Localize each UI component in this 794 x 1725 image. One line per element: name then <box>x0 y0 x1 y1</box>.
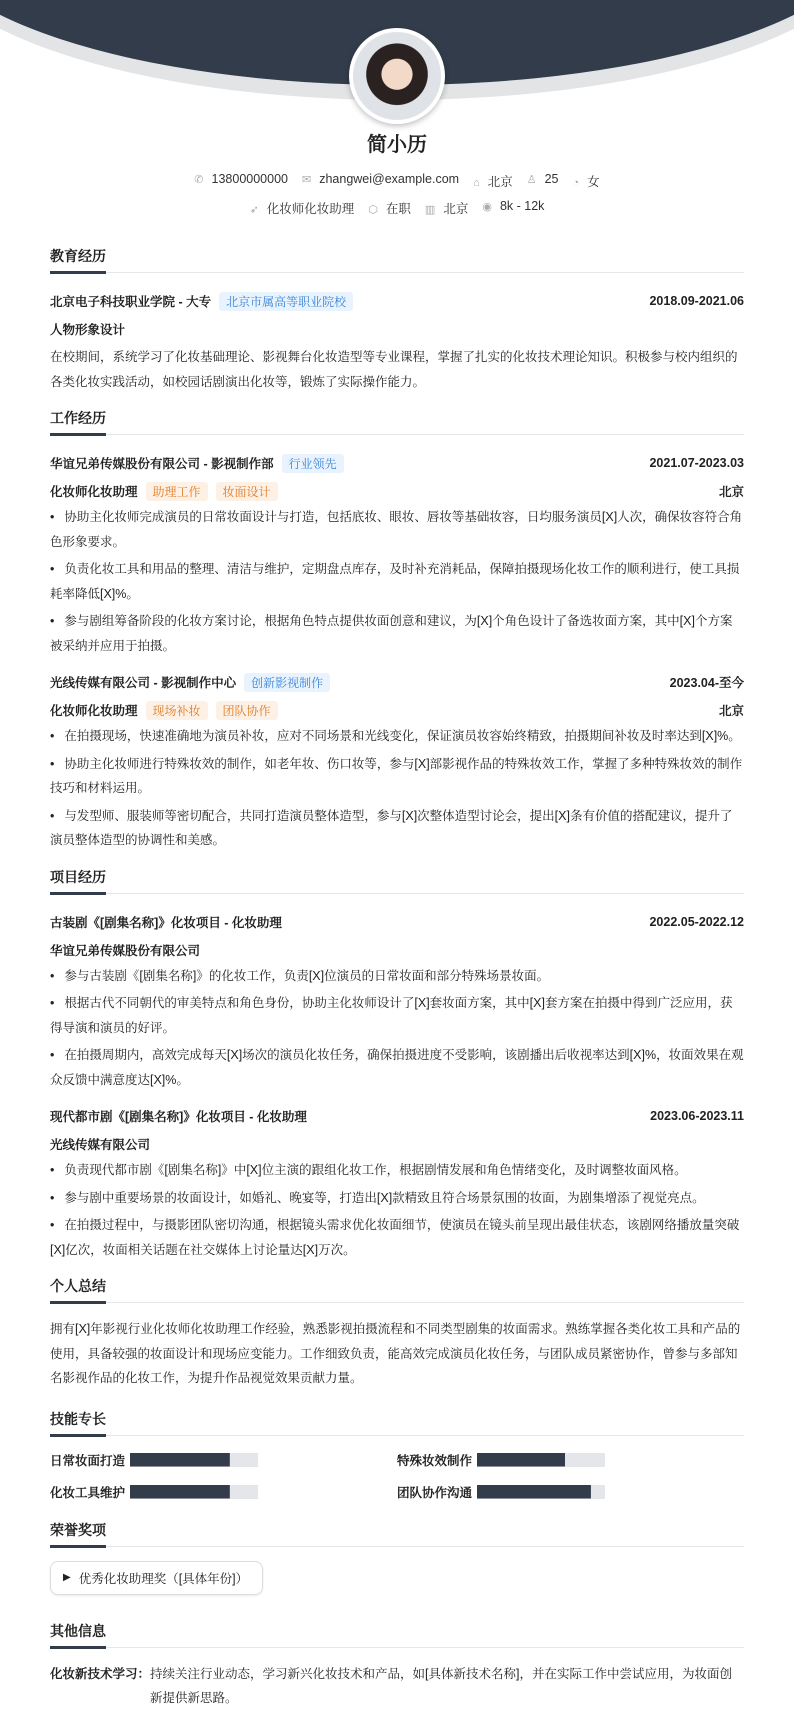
gender-icon: ◔ <box>572 177 580 189</box>
skill-name: 团队协作沟通 <box>397 1485 473 1500</box>
avatar <box>349 28 445 124</box>
city: 北京 <box>718 704 744 718</box>
home-icon: ⌂ <box>473 177 480 189</box>
project-item <box>50 908 744 1093</box>
project-name: 现代都市剧《[剧集名称]》化妆项目 - 化妆助理 <box>50 1110 307 1124</box>
skill-name: 化妆工具维护 <box>50 1485 126 1500</box>
section-title: 技能专长 <box>50 1409 744 1436</box>
bullet-item: • 参与剧中重要场景的妆面设计，如婚礼、晚宴等，打造出[X]款精致且符合场景氛围的妆面，为剧集增添了视觉亮点。 <box>50 1186 744 1211</box>
skill-bar <box>130 1485 258 1499</box>
section-title: 工作经历 <box>50 408 744 435</box>
salary-icon: ◉ <box>482 201 492 213</box>
date: 2022.05-2022.12 <box>649 914 744 929</box>
section-title: 教育经历 <box>50 246 744 273</box>
phone-icon: ✆ <box>194 174 204 186</box>
bullet-item: • 负责化妆工具和用品的整理、清洁与维护，定期盘点库存，及时补充消耗品，保障拍摄现场化妆工作的顺利进行，使工具损耗率降低[X]%。 <box>50 557 744 606</box>
role: 化妆师化妆助理 <box>50 704 138 718</box>
gender: ◔ 女 <box>572 175 600 189</box>
project-row <box>50 908 744 936</box>
award-item[interactable]: ▶ 优秀化妆助理奖（[具体年份]） <box>50 1561 263 1595</box>
mail-icon: ✉ <box>302 174 312 186</box>
work-section <box>50 408 744 853</box>
skill-bar-fill <box>130 1485 230 1499</box>
bullet-item: • 在拍摄周期内，高效完成每天[X]场次的演员化妆任务，确保拍摄进度不受影响，该剧播出后收视率达到[X]%，妆面效果在观众反馈中满意度达[X]%。 <box>50 1043 744 1092</box>
skill-bar <box>477 1453 605 1467</box>
project-company-row <box>50 1130 744 1158</box>
company-left <box>50 454 344 473</box>
bullet-item: • 协助主化妆师完成演员的日常妆面设计与打造，包括底妆、眼妆、唇妆等基础妆容，日均服务演员[X]人次，确保妆容符合角色形象要求。 <box>50 505 744 554</box>
city: 北京 <box>718 485 744 499</box>
honors-section <box>50 1520 744 1607</box>
company-tag: 创新影视制作 <box>244 673 330 692</box>
role-left <box>50 482 278 501</box>
date: 2023.06-2023.11 <box>650 1109 744 1123</box>
skill-item <box>397 1450 744 1470</box>
bullet-item: • 在拍摄过程中，与摄影团队密切沟通，根据镜头需求优化妆面细节，使演员在镜头前呈现出最佳状态，该剧网络播放量突破[X]亿次，妆面相关话题在社交媒体上讨论量达[X]万次。 <box>50 1213 744 1262</box>
skill-item <box>50 1482 397 1502</box>
date: 2018.09-2021.06 <box>649 294 744 308</box>
section-title: 个人总结 <box>50 1276 744 1303</box>
bullet-list <box>50 505 744 658</box>
location: ⌂ 北京 <box>473 175 513 189</box>
role: 化妆师化妆助理 <box>50 485 138 499</box>
company-row <box>50 449 744 477</box>
section-title: 荣誉奖项 <box>50 1520 744 1547</box>
age-icon: ♙ <box>526 174 537 186</box>
role-tag: 助理工作 <box>146 482 208 501</box>
bullet-list <box>50 964 744 1093</box>
other-item: 化妆新技术学习： 持续关注行业动态，学习新兴化妆技术和产品，如[具体新技术名称]，并在实际工作中尝试应用，为妆面创新提供新思路。 <box>50 1666 732 1705</box>
company-left <box>50 673 330 692</box>
skill-bar <box>130 1453 258 1467</box>
bullet-item: • 参与古装剧《[剧集名称]》的化妆工作，负责[X]位演员的日常妆面和部分特殊场景妆面。 <box>50 964 744 989</box>
project-item <box>50 1102 744 1262</box>
skills-section <box>50 1409 744 1502</box>
bullet-item: • 参与剧组筹备阶段的化妆方案讨论，根据角色特点提供妆面创意和建议，为[X]个角色设计了备选妆面方案，其中[X]个方案被采纳并应用于拍摄。 <box>50 609 744 658</box>
section-title: 项目经历 <box>50 867 744 894</box>
skill-bar <box>477 1485 605 1499</box>
skill-item <box>397 1482 744 1502</box>
salary: ◉ 8k - 12k <box>482 199 545 213</box>
other-section <box>50 1621 744 1711</box>
bullet-item: • 根据古代不同朝代的审美特点和角色身份，协助主化妆师设计了[X]套妆面方案，其中[X]套方案在拍摄中得到广泛应用，获得导演和演员的好评。 <box>50 991 744 1040</box>
work-item <box>50 449 744 658</box>
summary-section <box>50 1276 744 1391</box>
skill-name: 日常妆面打造 <box>50 1453 126 1468</box>
intent-line <box>0 199 794 217</box>
role-row <box>50 477 744 505</box>
contact-line <box>0 172 794 190</box>
send-icon: ➶ <box>249 204 259 216</box>
school-name: 北京电子科技职业学院 - 大专 <box>50 295 212 309</box>
date: 2023.04-至今 <box>669 676 744 690</box>
bullet-item: • 负责现代都市剧《[剧集名称]》中[X]位主演的跟组化妆工作，根据剧情发展和角色情绪变化，及时调整妆面风格。 <box>50 1158 744 1183</box>
role-tag: 现场补妆 <box>146 701 208 720</box>
building-icon: ▥ <box>424 204 436 216</box>
skill-item <box>50 1450 397 1470</box>
company-name: 华谊兄弟传媒股份有限公司 - 影视制作部 <box>50 457 274 471</box>
section-title: 其他信息 <box>50 1621 744 1648</box>
role-left <box>50 701 278 720</box>
role-row <box>50 696 744 724</box>
project-row <box>50 1102 744 1130</box>
job-status: ⬡ 在职 <box>368 202 411 216</box>
skill-bar-fill <box>477 1485 591 1499</box>
phone: ✆ 13800000000 <box>194 172 288 186</box>
triangle-right-icon: ▶ <box>63 1572 71 1583</box>
company-tag: 行业领先 <box>282 454 344 473</box>
date: 2021.07-2023.03 <box>649 456 744 470</box>
role-tag: 妆面设计 <box>216 482 278 501</box>
project-company: 华谊兄弟传媒股份有限公司 <box>50 943 201 958</box>
education-desc: 在校期间，系统学习了化妆基础理论、影视舞台化妆造型等专业课程，掌握了扎实的化妆技术理论知识。积极参与校内组织的各类化妆实践活动，如校园话剧演出化妆等，锻炼了实际操作能力。 <box>50 350 738 389</box>
summary-text: 拥有[X]年影视行业化妆师化妆助理工作经验，熟悉影视拍摄流程和不同类型剧集的妆面需求。熟练掌握各类化妆工具和产品的使用，具备较强的妆面设计和现场应变能力。工作细致负责，能高效完成演员化妆任务，与团队成员紧密协作，曾参与多部知名影视作品的化妆工作，为提升作品视觉效果贡献力量。 <box>50 1322 741 1385</box>
work-item <box>50 668 744 853</box>
job-intent: ➶ 化妆师化妆助理 <box>249 202 355 216</box>
bullet-list <box>50 1158 744 1262</box>
school-tag: 北京市属高等职业院校 <box>219 292 353 311</box>
project-company: 光线传媒有限公司 <box>50 1138 151 1152</box>
skill-bar-fill <box>130 1453 230 1467</box>
email: ✉ zhangwei@example.com <box>302 172 460 186</box>
education-section <box>50 246 744 394</box>
major: 人物形象设计 <box>50 323 126 337</box>
skill-name: 特殊妆效制作 <box>397 1453 473 1468</box>
age: ♙ 25 <box>526 172 559 186</box>
role-tag: 团队协作 <box>216 701 278 720</box>
candidate-name: 简小历 <box>367 134 427 156</box>
company-name: 光线传媒有限公司 - 影视制作中心 <box>50 676 237 690</box>
bullet-list <box>50 724 744 853</box>
bullet-item: • 在拍摄现场，快速准确地为演员补妆，应对不同场景和光线变化，保证演员妆容始终精致，拍摄期间补妆及时率达到[X]%。 <box>50 724 744 749</box>
project-name: 古装剧《[剧集名称]》化妆项目 - 化妆助理 <box>50 915 282 930</box>
project-company-row <box>50 936 744 964</box>
job-city: ▥ 北京 <box>424 202 469 216</box>
status-icon: ⬡ <box>368 204 378 216</box>
skill-bar-fill <box>477 1453 565 1467</box>
project-section <box>50 867 744 1263</box>
bullet-item: • 与发型师、服装师等密切配合，共同打造演员整体造型，参与[X]次整体造型讨论会，提出[X]条有价值的搭配建议，提升了演员整体造型的协调性和美感。 <box>50 804 744 853</box>
company-row <box>50 668 744 696</box>
bullet-item: • 协助主化妆师进行特殊妆效的制作，如老年妆、伤口妆等，参与[X]部影视作品的特殊妆效工作，掌握了多种特殊妆效的制作技巧和材料运用。 <box>50 752 744 801</box>
